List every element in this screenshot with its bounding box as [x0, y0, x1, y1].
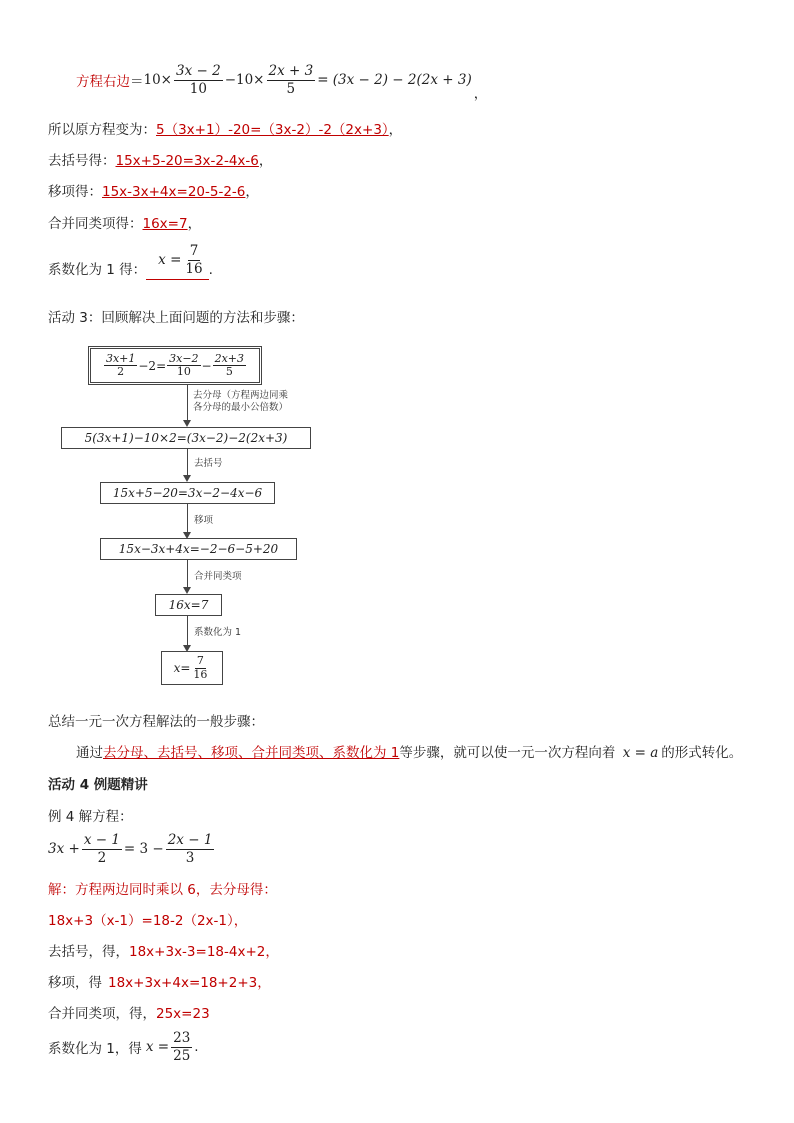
- flow-connector-1: [187, 385, 188, 421]
- rhs-fraction-2-num: 2x + 3: [268, 62, 314, 79]
- line2-prefix: 去括号得：: [48, 153, 116, 169]
- flow-connector-2: [187, 449, 188, 475]
- flow-frac-c: $\frac{2x+3}{5}$: [214, 351, 245, 378]
- example4-equation: [48, 828, 216, 870]
- line1-suffix: ，: [388, 122, 403, 138]
- solution-step-4: 移项，得 18x+3x+4x=18+2+3，: [48, 975, 271, 991]
- summary-suffix: 等步骤，就可以使一元一次方程向着: [399, 745, 616, 761]
- rhs-term3: = (3x − 2) − 2(2x + 3): [317, 72, 472, 88]
- solution-step-1: 解：方程两边同时乘以 6，去分母得：: [48, 882, 277, 898]
- summary-answer: 去分母、去括号、移项、合并同类项、系数化为 1: [103, 745, 400, 761]
- flow-connector-3: [187, 504, 188, 534]
- rhs-term1: 10×: [143, 72, 172, 88]
- line-transpose: [48, 180, 259, 200]
- line-combine-terms: [48, 212, 201, 232]
- solution-step-5: 合并同类项，得，25x=23: [48, 1006, 210, 1022]
- flow-arrow-1: [183, 420, 191, 427]
- flow-box1-minus: −: [201, 358, 212, 373]
- summary-sentence: [76, 741, 742, 761]
- line4-prefix: 合并同类项得：: [48, 216, 143, 232]
- flow-frac-a: $\frac{3x+1}{2}$: [105, 351, 136, 378]
- rhs-label: 方程右边: [76, 74, 130, 90]
- flow-box-cleared-denominators: 5(3x+1)−10×2=(3x−2)−2(2x+3): [61, 427, 311, 449]
- flow-note-remove-denominators: 去分母（方程两边同乘 各分母的最小公倍数）: [193, 390, 289, 414]
- flow-box-solution: x= $\frac{7}{16}$: [161, 651, 223, 685]
- line5-answer: [146, 244, 208, 280]
- line4-suffix: ，: [187, 216, 202, 232]
- solution-step-2: 18x+3（x-1）=18-2（2x-1），: [48, 913, 248, 929]
- flow-frac-b: $\frac{3x-2}{10}$: [169, 351, 199, 378]
- rhs-eq-sign: ＝: [130, 74, 144, 90]
- flow-box-original-equation: [88, 346, 262, 385]
- line5-prefix: 系数化为 1 得：: [48, 261, 147, 278]
- line5-den: 16: [185, 260, 203, 277]
- rhs-fraction-1-den: 10: [189, 80, 207, 97]
- line5-fraction: [183, 244, 204, 277]
- line4-answer: 16x=7: [142, 216, 188, 232]
- summary-expr: x = a: [622, 745, 659, 761]
- activity4-heading: 活动 4 例题精讲: [48, 777, 148, 793]
- flow-note-coefficient: 系数化为 1: [194, 627, 242, 638]
- ex-eq-term2: = 3 −: [123, 841, 164, 857]
- activity3-heading: 活动 3：回顾解决上面问题的方法和步骤：: [48, 310, 304, 326]
- line5-suffix: .: [208, 261, 213, 278]
- line2-answer: 15x+5-20=3x-2-4x-6: [115, 153, 259, 169]
- line2-suffix: ，: [258, 153, 273, 169]
- rhs-equation-line: [76, 58, 487, 102]
- line1-answer: 5（3x+1）-20=（3x-2）-2（2x+3）: [156, 122, 389, 138]
- line5-x: x =: [158, 252, 182, 269]
- line-original-equation: [48, 118, 402, 138]
- line-coefficient-one: [48, 244, 213, 280]
- line5-num: 7: [189, 243, 199, 259]
- ex-eq-fraction-1: $\frac{x - 1}{2}$: [83, 831, 120, 866]
- rhs-comma: ，: [473, 86, 488, 102]
- rhs-term2: −10×: [224, 72, 265, 88]
- line-remove-brackets: [48, 149, 272, 169]
- example4-label: 例 4 解方程：: [48, 809, 133, 825]
- ex-eq-fraction-2: $\frac{2x - 1}{3}$: [167, 831, 213, 866]
- summary-heading: 总结一元一次方程解法的一般步骤：: [48, 714, 264, 730]
- solution-step-6: 系数化为 1，得 x = $\frac{23}{25}$ .: [48, 1029, 199, 1064]
- line1-prefix: 所以原方程变为：: [48, 122, 156, 138]
- flow-arrow-4: [183, 587, 191, 594]
- ex-eq-term1: 3x +: [48, 841, 80, 857]
- rhs-fraction-1: [174, 64, 223, 97]
- flow-connector-5: [187, 616, 188, 646]
- rhs-fraction-1-num: 3x − 2: [176, 62, 221, 79]
- summary-tail: 的形式转化。: [661, 745, 743, 761]
- flow-connector-4: [187, 560, 188, 588]
- flow-box-transposed: 15x−3x+4x=−2−6−5+20: [100, 538, 297, 560]
- summary-prefix: 通过: [76, 745, 103, 761]
- flow-box1-mid: −2=: [138, 358, 167, 373]
- flow-note-remove-brackets: 去括号: [194, 458, 223, 469]
- flow-frac-solution: $\frac{7}{16}$: [193, 654, 208, 681]
- rhs-fraction-2-den: 5: [286, 80, 296, 97]
- line3-suffix: ，: [245, 184, 259, 200]
- line3-prefix: 移项得：: [48, 184, 102, 200]
- flow-note-transpose: 移项: [194, 515, 214, 526]
- line3-answer: 15x-3x+4x=20-5-2-6: [102, 184, 246, 200]
- flow-note-combine: 合并同类项: [194, 571, 242, 582]
- solution-fraction: $\frac{23}{25}$: [173, 1029, 191, 1064]
- flow-arrow-2: [183, 475, 191, 482]
- flow-box-no-brackets: 15x+5−20=3x−2−4x−6: [100, 482, 275, 504]
- solution-step-3: 去括号，得，18x+3x-3=18-4x+2，: [48, 944, 279, 960]
- rhs-fraction-2: [267, 64, 316, 97]
- flow-box-combined: 16x=7: [155, 594, 222, 616]
